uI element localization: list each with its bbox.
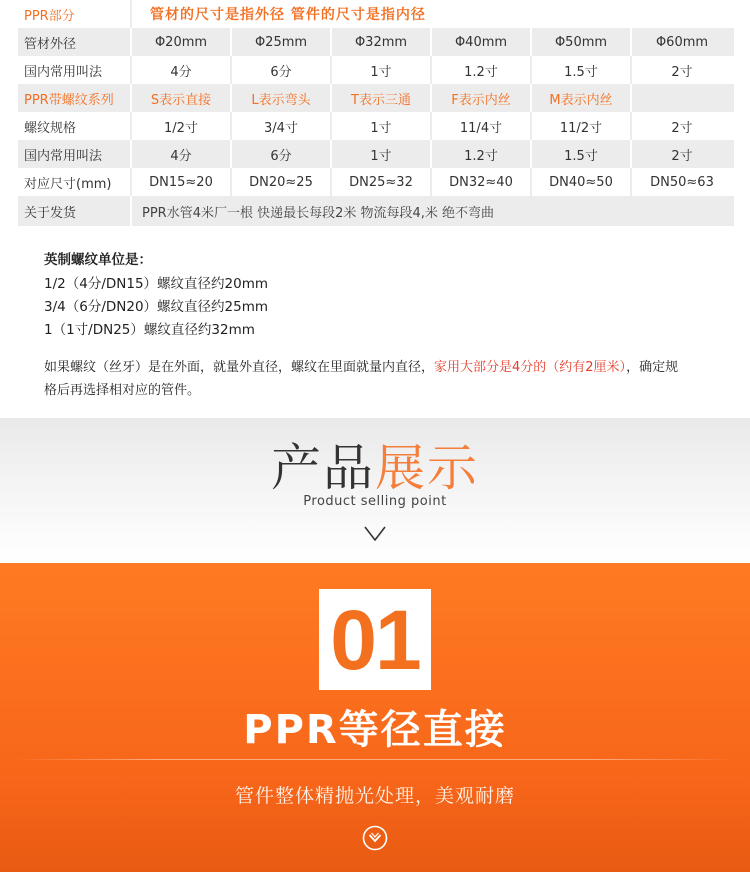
table-cell: T表示三通	[332, 84, 432, 112]
display-subtitle: Product selling point	[303, 494, 447, 509]
table-cell: Φ20mm	[132, 28, 232, 56]
table-cell: 11/4寸	[432, 112, 532, 140]
table-row	[18, 168, 734, 196]
table-cell: 1.2寸	[432, 56, 532, 84]
table-shipping-row	[18, 196, 734, 226]
table-cell: DN15≈20	[132, 168, 232, 196]
notes-line: 3/4（6分/DN20）螺纹直径约25mm	[44, 299, 269, 315]
table-cell: 11/2寸	[532, 112, 632, 140]
row-label: PPR带螺纹系列	[18, 84, 132, 112]
feature-description: 管件整体精抛光处理，美观耐磨	[234, 785, 515, 807]
product-display-band	[0, 418, 750, 563]
table-cell: DN40≈50	[532, 168, 632, 196]
measuring-paragraph	[44, 356, 684, 402]
notes-line: 1（1寸/DN25）螺纹直径约32mm	[44, 322, 255, 338]
table-cell: 3/4寸	[232, 112, 332, 140]
table-cell	[632, 84, 732, 112]
table-cell: 1寸	[332, 140, 432, 168]
display-title	[0, 440, 750, 496]
table-cell: Φ32mm	[332, 28, 432, 56]
table-cell: 4分	[132, 140, 232, 168]
table-cell: S表示直接	[132, 84, 232, 112]
table-header-row	[18, 0, 734, 28]
table-cell: 2寸	[671, 148, 693, 164]
table-cell: DN25≈32	[332, 168, 432, 196]
display-title-part2: 展示	[375, 439, 479, 497]
row-label: 关于发货	[18, 196, 132, 226]
table-cell: 1寸	[332, 112, 432, 140]
table-cell: 4分	[132, 56, 232, 84]
circle-chevron-down-icon	[362, 825, 388, 851]
table-cell: 1.5寸	[532, 56, 632, 84]
table-cell: F表示内丝	[432, 84, 532, 112]
chevron-down-icon	[361, 518, 389, 548]
feature-number-box	[319, 589, 431, 690]
table-row	[18, 84, 734, 112]
feature-divider	[14, 759, 736, 760]
feature-number: 01	[330, 592, 420, 687]
feature-title: PPR等径直接	[243, 707, 507, 753]
table-cell: 1寸	[332, 56, 432, 84]
table-cell: M表示内丝	[532, 84, 632, 112]
shipping-note: PPR水管4米厂一根 快递最长每段2米 物流每段4,米 绝不弯曲	[142, 205, 495, 221]
table-row	[18, 112, 734, 140]
spec-table	[18, 0, 734, 226]
row-label: 螺纹规格	[18, 112, 132, 140]
table-header-note: 管材的尺寸是指外径 管件的尺寸是指内径	[150, 7, 426, 23]
table-cell: Φ60mm	[655, 34, 709, 50]
notes-line: 1/2（4分/DN15）螺纹直径约20mm	[44, 276, 269, 292]
table-row	[18, 56, 734, 84]
thread-notes	[44, 248, 724, 402]
table-cell: 1.5寸	[532, 140, 632, 168]
row-label: 国内常用叫法	[18, 140, 132, 168]
notes-title: 英制螺纹单位是：	[44, 252, 152, 268]
table-cell: Φ25mm	[232, 28, 332, 56]
table-cell: 1.2寸	[432, 140, 532, 168]
display-title-part1: 产品	[271, 439, 375, 497]
paragraph-text-end: ，确定规格后再选择相对应的管件。	[44, 360, 679, 398]
table-cell: 6分	[232, 56, 332, 84]
table-cell: Φ40mm	[432, 28, 532, 56]
table-cell: DN20≈25	[232, 168, 332, 196]
paragraph-text: 如果螺纹（丝牙）是在外面，就量外直径，螺纹在里面就量内直径，	[44, 360, 435, 375]
table-cell: DN50≈63	[650, 174, 714, 190]
table-cell: 6分	[232, 140, 332, 168]
row-label: 管材外径	[18, 28, 132, 56]
feature-section	[0, 563, 750, 872]
row-label: 对应尺寸(mm)	[18, 168, 132, 196]
table-cell: 2寸	[671, 64, 693, 80]
table-row	[18, 28, 734, 56]
table-cell: L表示弯头	[232, 84, 332, 112]
table-cell: Φ50mm	[532, 28, 632, 56]
paragraph-highlight: 家用大部分是4分的（约有2厘米）	[434, 360, 627, 375]
table-cell: 1/2寸	[132, 112, 232, 140]
table-cell: 2寸	[671, 120, 693, 136]
table-row	[18, 140, 734, 168]
table-header-label: PPR部分	[18, 0, 132, 28]
table-cell: DN32≈40	[432, 168, 532, 196]
row-label: 国内常用叫法	[18, 56, 132, 84]
